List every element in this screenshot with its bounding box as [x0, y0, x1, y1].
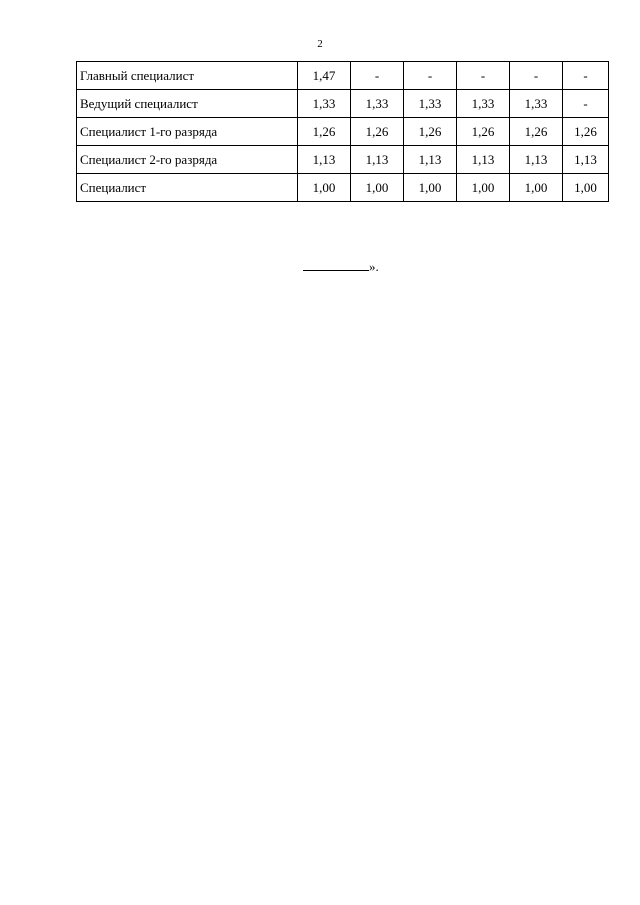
value-cell: 1,00: [457, 174, 510, 202]
value-cell: 1,26: [563, 118, 609, 146]
row-label: Ведущий специалист: [77, 90, 298, 118]
value-cell: 1,00: [298, 174, 351, 202]
value-cell: 1,13: [298, 146, 351, 174]
table-row: [77, 146, 609, 174]
value-cell: 1,33: [351, 90, 404, 118]
value-cell: 1,47: [298, 62, 351, 90]
closing-quote: ».: [369, 259, 379, 274]
value-cell: 1,13: [510, 146, 563, 174]
coefficient-table: [76, 61, 609, 202]
signature-blank-line: [303, 258, 369, 271]
value-cell: 1,33: [510, 90, 563, 118]
row-label: Специалист 2-го разряда: [77, 146, 298, 174]
value-cell: 1,33: [298, 90, 351, 118]
value-cell: 1,26: [457, 118, 510, 146]
value-cell: 1,13: [457, 146, 510, 174]
value-cell: 1,00: [510, 174, 563, 202]
table-row: [77, 118, 609, 146]
value-cell: -: [563, 90, 609, 118]
value-cell: -: [351, 62, 404, 90]
row-label: Главный специалист: [77, 62, 298, 90]
value-cell: 1,26: [404, 118, 457, 146]
value-cell: 1,13: [404, 146, 457, 174]
value-cell: 1,00: [404, 174, 457, 202]
value-cell: 1,33: [404, 90, 457, 118]
table-row: [77, 62, 609, 90]
value-cell: -: [404, 62, 457, 90]
value-cell: -: [563, 62, 609, 90]
value-cell: -: [457, 62, 510, 90]
value-cell: 1,26: [510, 118, 563, 146]
value-cell: 1,13: [351, 146, 404, 174]
value-cell: 1,00: [351, 174, 404, 202]
value-cell: 1,00: [563, 174, 609, 202]
value-cell: -: [510, 62, 563, 90]
value-cell: 1,13: [563, 146, 609, 174]
value-cell: 1,26: [351, 118, 404, 146]
row-label: Специалист 1-го разряда: [77, 118, 298, 146]
page-number: 2: [317, 38, 323, 50]
row-label: Специалист: [77, 174, 298, 202]
value-cell: 1,26: [298, 118, 351, 146]
value-cell: 1,33: [457, 90, 510, 118]
closing-line: [303, 258, 379, 275]
table-row: [77, 174, 609, 202]
table-row: [77, 90, 609, 118]
